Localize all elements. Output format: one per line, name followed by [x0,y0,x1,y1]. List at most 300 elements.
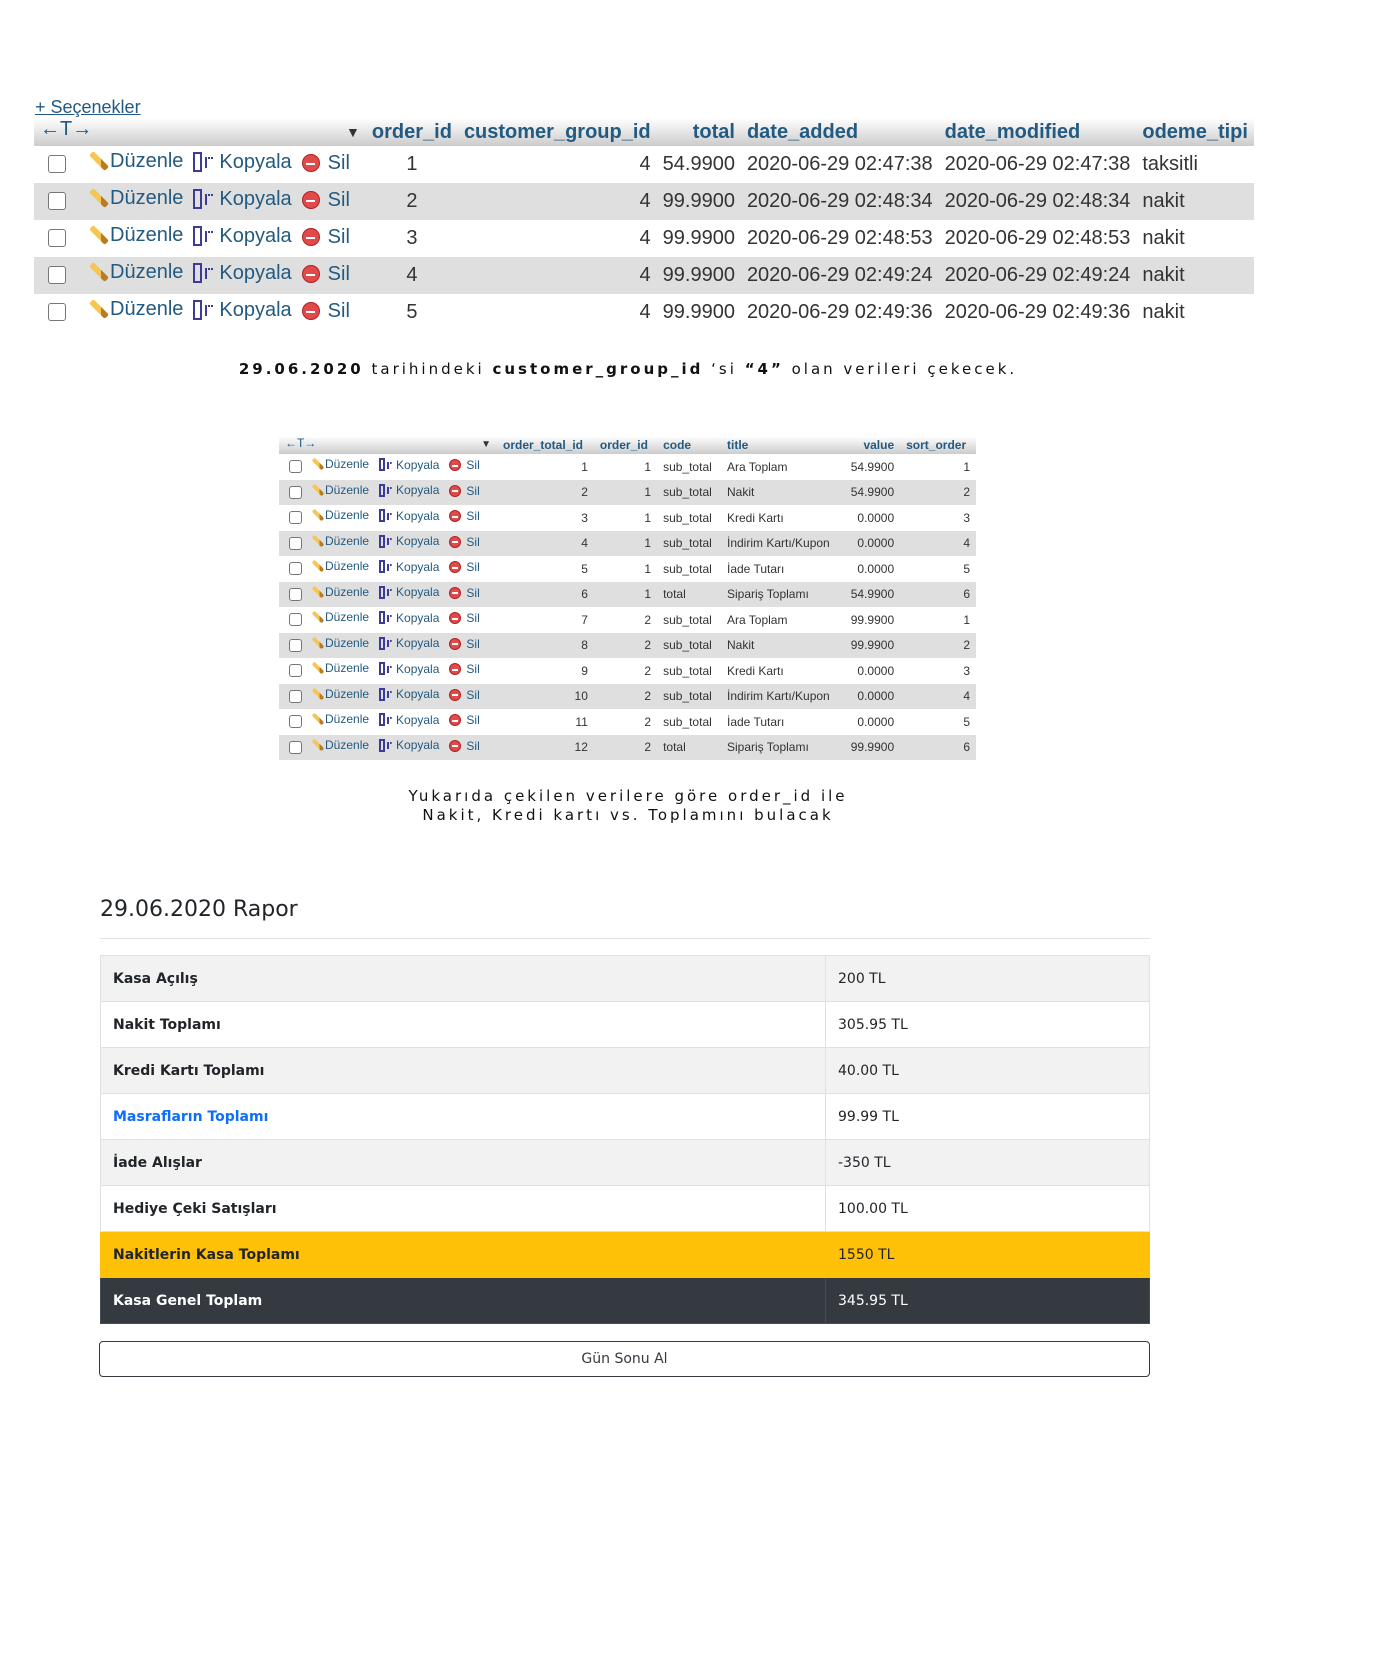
cell-order-total-id: 6 [497,582,594,608]
row-checkbox[interactable] [48,155,66,173]
caption-2-line-2: Nakit, Kredi kartı vs. Toplamını bulacak [422,806,834,824]
caption-1-text-a: tarihindeki [363,360,493,378]
row-actions [279,709,497,735]
delete-icon [449,561,461,573]
cell-order-total-id: 5 [497,556,594,582]
delete-link-label: Sil [466,534,480,549]
row-checkbox-wrap [289,588,302,604]
cell-date-modified: 2020-06-29 02:49:36 [939,294,1137,331]
delete-link-label: Sil [466,662,480,677]
copy-link-label: Kopyala [396,636,440,651]
col-order-id[interactable]: order_id [594,436,657,454]
row-checkbox-wrap [289,562,302,578]
caption-2 [0,787,1256,825]
cell-sort-order: 1 [900,607,976,633]
row-checkbox-wrap [289,715,302,731]
copy-link[interactable] [379,611,439,625]
delete-link-label: Sil [466,483,480,498]
table-row[interactable] [279,633,976,659]
row-checkbox[interactable] [289,588,302,601]
edit-link-label: Düzenle [110,149,184,172]
pencil-icon [312,738,325,751]
row-checkbox[interactable] [289,460,302,473]
table-row[interactable] [279,735,976,761]
copy-icon [379,586,392,599]
cell-code: sub_total [657,684,721,710]
copy-icon [379,458,392,471]
report-label: Kredi Kartı Toplamı [101,1048,826,1094]
edit-link-label: Düzenle [325,533,370,548]
cell-order-total-id: 11 [497,709,594,735]
table-row[interactable] [279,709,976,735]
row-actions [279,454,497,480]
copy-icon [379,637,392,650]
delete-link-label: Sil [466,509,480,524]
table-row[interactable] [279,556,976,582]
end-of-day-button[interactable]: Gün Sonu Al [99,1341,1150,1377]
delete-icon [449,714,461,726]
copy-link-label: Kopyala [396,687,440,702]
cell-title: Kredi Kartı [721,658,842,684]
delete-link[interactable] [302,226,350,249]
table-row[interactable] [279,454,976,480]
pencil-icon [89,262,109,282]
row-actions [279,556,497,582]
cell-title: Ara Toplam [721,607,842,633]
order-totals-table-body [279,454,976,760]
delete-link-label: Sil [466,585,480,600]
col-odeme-tipi[interactable]: odeme_tipi [1136,118,1254,146]
edit-link[interactable] [316,712,369,726]
col-total[interactable]: total [657,118,741,146]
cell-customer-group-id: 4 [458,294,657,331]
cell-title: Ara Toplam [721,454,842,480]
delete-link-label: Sil [466,738,480,753]
orders-header-row [34,118,1254,146]
copy-link[interactable] [193,299,291,322]
sort-arrow-icon[interactable]: ▼ [346,124,360,140]
column-nav[interactable] [34,118,366,146]
row-checkbox[interactable] [48,229,66,247]
cell-sort-order: 2 [900,480,976,506]
copy-icon [379,560,392,573]
col-code[interactable]: code [657,436,721,454]
delete-link[interactable] [449,535,479,549]
cell-order-id: 2 [366,183,458,220]
row-actions [34,257,366,294]
copy-link-label: Kopyala [396,610,440,625]
cell-title: İndirim Kartı/Kupon [721,684,842,710]
copy-link-label: Kopyala [396,508,440,523]
cell-order-id: 5 [366,294,458,331]
copy-link-label: Kopyala [219,224,292,247]
report-row [101,956,1150,1002]
cell-order-id: 1 [594,505,657,531]
cell-order-id: 1 [594,556,657,582]
pencil-icon [89,225,109,245]
cell-order-id: 2 [594,735,657,761]
edit-link-label: Düzenle [325,584,370,599]
edit-link[interactable] [96,150,183,173]
delete-link[interactable] [449,688,479,702]
delete-link[interactable] [449,509,479,523]
delete-link[interactable] [449,611,479,625]
delete-link-label: Sil [327,151,350,174]
report-value: 200 TL [826,956,1150,1002]
copy-link[interactable] [379,738,439,752]
delete-link[interactable] [449,560,479,574]
delete-link[interactable] [302,263,350,286]
copy-link[interactable] [379,585,439,599]
edit-link[interactable] [316,585,369,599]
row-checkbox[interactable] [48,266,66,284]
cell-title: Nakit [721,633,842,659]
delete-link-label: Sil [466,713,480,728]
copy-icon [379,484,392,497]
edit-link[interactable] [316,610,369,624]
caption-1 [0,360,1256,378]
cell-sort-order: 3 [900,658,976,684]
cell-date-added: 2020-06-29 02:49:36 [741,294,939,331]
cell-value: 99.9900 [842,607,900,633]
table-row[interactable] [34,257,1254,294]
report-label: Nakit Toplamı [101,1002,826,1048]
cell-order-id: 1 [594,454,657,480]
cell-title: Sipariş Toplamı [721,582,842,608]
pencil-icon [312,483,325,496]
row-actions [279,735,497,761]
row-checkbox[interactable] [289,690,302,703]
cell-order-id: 2 [594,684,657,710]
pencil-icon [312,458,325,471]
edit-link[interactable] [316,534,369,548]
col-sort-order[interactable]: sort_order [900,436,976,454]
copy-link-label: Kopyala [396,661,440,676]
row-checkbox[interactable] [289,639,302,652]
copy-link-label: Kopyala [396,712,440,727]
delete-link[interactable] [449,713,479,727]
table-row[interactable] [34,146,1254,183]
cell-customer-group-id: 4 [458,146,657,183]
row-checkbox[interactable] [289,562,302,575]
cell-total: 99.9900 [657,220,741,257]
report-row [101,1048,1150,1094]
cell-code: sub_total [657,531,721,557]
cell-odeme-tipi: nakit [1136,220,1254,257]
table-row[interactable] [279,505,976,531]
cell-date-modified: 2020-06-29 02:47:38 [939,146,1137,183]
copy-link[interactable] [193,262,291,285]
row-checkbox[interactable] [48,303,66,321]
report-table-body [101,956,1150,1324]
table-row[interactable] [34,183,1254,220]
cell-customer-group-id: 4 [458,257,657,294]
row-checkbox[interactable] [289,613,302,626]
cell-total: 99.9900 [657,294,741,331]
report-value: 99.99 TL [826,1094,1150,1140]
cell-customer-group-id: 4 [458,220,657,257]
cell-order-total-id: 12 [497,735,594,761]
row-checkbox-wrap [289,460,302,476]
cell-sort-order: 5 [900,556,976,582]
column-nav-arrows[interactable]: ←T→ [40,118,93,140]
row-checkbox-wrap [48,192,66,216]
column-nav-arrows[interactable]: ←T→ [285,436,317,450]
delete-icon [449,510,461,522]
table-row[interactable] [279,684,976,710]
row-checkbox[interactable] [289,664,302,677]
copy-link-label: Kopyala [219,261,292,284]
copy-link[interactable] [379,458,439,472]
delete-link[interactable] [449,458,479,472]
report-value: 1550 TL [826,1232,1150,1278]
delete-icon [302,302,320,320]
edit-link-label: Düzenle [325,712,370,727]
cell-code: total [657,582,721,608]
delete-link[interactable] [449,586,479,600]
cell-sort-order: 2 [900,633,976,659]
cell-value: 99.9900 [842,735,900,761]
cell-value: 0.0000 [842,684,900,710]
report-title: 29.06.2020 Rapor [100,897,298,922]
delete-link-label: Sil [466,611,480,626]
col-value[interactable]: value [842,436,900,454]
table-row[interactable] [279,582,976,608]
delete-icon [449,485,461,497]
cell-order-id: 1 [366,146,458,183]
table-row[interactable] [279,658,976,684]
row-checkbox[interactable] [289,511,302,524]
row-actions [34,220,366,257]
cell-order-id: 1 [594,582,657,608]
caption-2-line-1: Yukarıda çekilen verilere göre order_id ile [408,787,848,805]
pencil-icon [312,636,325,649]
pencil-icon [89,188,109,208]
copy-link[interactable] [193,151,291,174]
report-value: 345.95 TL [826,1278,1150,1324]
copy-link[interactable] [379,560,439,574]
table-row[interactable] [279,607,976,633]
row-actions [279,480,497,506]
cell-value: 0.0000 [842,505,900,531]
pencil-icon [89,151,109,171]
cell-odeme-tipi: nakit [1136,257,1254,294]
copy-link[interactable] [379,509,439,523]
copy-link-label: Kopyala [219,150,292,173]
copy-icon [379,509,392,522]
edit-link[interactable] [316,687,369,701]
cell-date-modified: 2020-06-29 02:49:24 [939,257,1137,294]
delete-link[interactable] [302,189,350,212]
col-order-id[interactable]: order_id [366,118,458,146]
options-link[interactable]: + Seçenekler [35,97,141,117]
edit-link-label: Düzenle [325,686,370,701]
cell-order-id: 1 [594,480,657,506]
cell-order-id: 2 [594,607,657,633]
delete-icon [302,154,320,172]
report-label[interactable]: Masrafların Toplamı [101,1094,826,1140]
delete-icon [449,689,461,701]
copy-icon [379,713,392,726]
cell-title: İade Tutarı [721,709,842,735]
row-checkbox-wrap [289,537,302,553]
delete-link[interactable] [449,739,479,753]
cell-order-total-id: 1 [497,454,594,480]
edit-link-label: Düzenle [110,297,184,320]
report-row [101,1186,1150,1232]
row-checkbox[interactable] [289,715,302,728]
copy-link[interactable] [379,687,439,701]
col-order-total-id[interactable]: order_total_id [497,436,594,454]
report-value: -350 TL [826,1140,1150,1186]
col-date-added[interactable]: date_added [741,118,939,146]
edit-link[interactable] [316,661,369,675]
cell-total: 99.9900 [657,257,741,294]
row-checkbox[interactable] [48,192,66,210]
row-actions [279,684,497,710]
cell-code: sub_total [657,556,721,582]
copy-link[interactable] [379,636,439,650]
copy-icon [193,189,213,209]
delete-icon [449,612,461,624]
delete-link[interactable] [449,662,479,676]
report-row [101,1094,1150,1140]
cell-order-total-id: 3 [497,505,594,531]
cell-date-added: 2020-06-29 02:48:34 [741,183,939,220]
order-totals-table [279,436,976,760]
table-row[interactable] [279,531,976,557]
cell-code: sub_total [657,633,721,659]
report-value: 305.95 TL [826,1002,1150,1048]
delete-link[interactable] [449,484,479,498]
cell-order-id: 2 [594,658,657,684]
cell-odeme-tipi: nakit [1136,294,1254,331]
copy-icon [193,226,213,246]
copy-link-label: Kopyala [219,298,292,321]
report-row [101,1140,1150,1186]
row-checkbox[interactable] [289,741,302,754]
copy-link-label: Kopyala [396,559,440,574]
edit-link[interactable] [316,483,369,497]
cell-value: 0.0000 [842,709,900,735]
delete-icon [302,228,320,246]
copy-link[interactable] [379,662,439,676]
row-actions [279,633,497,659]
row-checkbox-wrap [48,229,66,253]
delete-icon [449,536,461,548]
delete-link-label: Sil [466,687,480,702]
row-actions [279,582,497,608]
copy-link[interactable] [379,534,439,548]
row-checkbox-wrap [289,613,302,629]
copy-link[interactable] [379,483,439,497]
edit-link-label: Düzenle [325,457,370,472]
col-title[interactable]: title [721,436,842,454]
edit-link[interactable] [316,636,369,650]
edit-link[interactable] [316,508,369,522]
copy-icon [193,300,213,320]
caption-1-field: customer_group_id [492,360,704,378]
cell-code: sub_total [657,480,721,506]
delete-link[interactable] [302,152,350,175]
cell-sort-order: 4 [900,684,976,710]
edit-link[interactable] [96,187,183,210]
copy-link[interactable] [379,713,439,727]
pencil-icon [312,687,325,700]
cell-sort-order: 1 [900,454,976,480]
edit-link-label: Düzenle [325,737,370,752]
row-checkbox[interactable] [289,537,302,550]
cell-order-total-id: 10 [497,684,594,710]
edit-link-label: Düzenle [325,508,370,523]
edit-link[interactable] [316,457,369,471]
copy-link[interactable] [193,225,291,248]
delete-icon [449,740,461,752]
report-label: Hediye Çeki Satışları [101,1186,826,1232]
cell-total: 99.9900 [657,183,741,220]
cell-sort-order: 4 [900,531,976,557]
edit-link[interactable] [96,224,183,247]
copy-link-label: Kopyala [219,187,292,210]
copy-link-label: Kopyala [396,738,440,753]
cell-order-id: 3 [366,220,458,257]
sort-arrow-icon[interactable]: ▼ [481,439,491,450]
row-actions [279,505,497,531]
edit-link[interactable] [96,298,183,321]
edit-link-label: Düzenle [325,610,370,625]
table-row[interactable] [279,480,976,506]
col-customer-group-id[interactable]: customer_group_id [458,118,657,146]
order-totals-header-row [279,436,976,454]
edit-link[interactable] [316,559,369,573]
col-date-modified[interactable]: date_modified [939,118,1137,146]
cell-date-added: 2020-06-29 02:49:24 [741,257,939,294]
row-checkbox-wrap [289,486,302,502]
cell-value: 0.0000 [842,556,900,582]
cell-order-total-id: 4 [497,531,594,557]
cell-sort-order: 6 [900,582,976,608]
cell-order-total-id: 2 [497,480,594,506]
cell-date-added: 2020-06-29 02:48:53 [741,220,939,257]
row-actions [34,294,366,331]
cell-title: İndirim Kartı/Kupon [721,531,842,557]
table-row[interactable] [34,220,1254,257]
copy-icon [193,152,213,172]
cell-code: sub_total [657,505,721,531]
caption-1-text-b: ‘si [703,360,745,378]
column-nav[interactable] [279,436,497,454]
cell-value: 54.9900 [842,582,900,608]
copy-link-label: Kopyala [396,585,440,600]
copy-icon [379,739,392,752]
pencil-icon [89,299,109,319]
row-actions [279,607,497,633]
cell-code: sub_total [657,454,721,480]
delete-link[interactable] [449,637,479,651]
row-actions [279,658,497,684]
row-checkbox[interactable] [289,486,302,499]
delete-icon [302,265,320,283]
delete-icon [449,587,461,599]
copy-link[interactable] [193,188,291,211]
cell-value: 54.9900 [842,480,900,506]
cell-order-id: 1 [594,531,657,557]
edit-link[interactable] [316,738,369,752]
edit-link[interactable] [96,261,183,284]
delete-link-label: Sil [327,188,350,211]
table-row[interactable] [34,294,1254,331]
delete-link[interactable] [302,300,350,323]
